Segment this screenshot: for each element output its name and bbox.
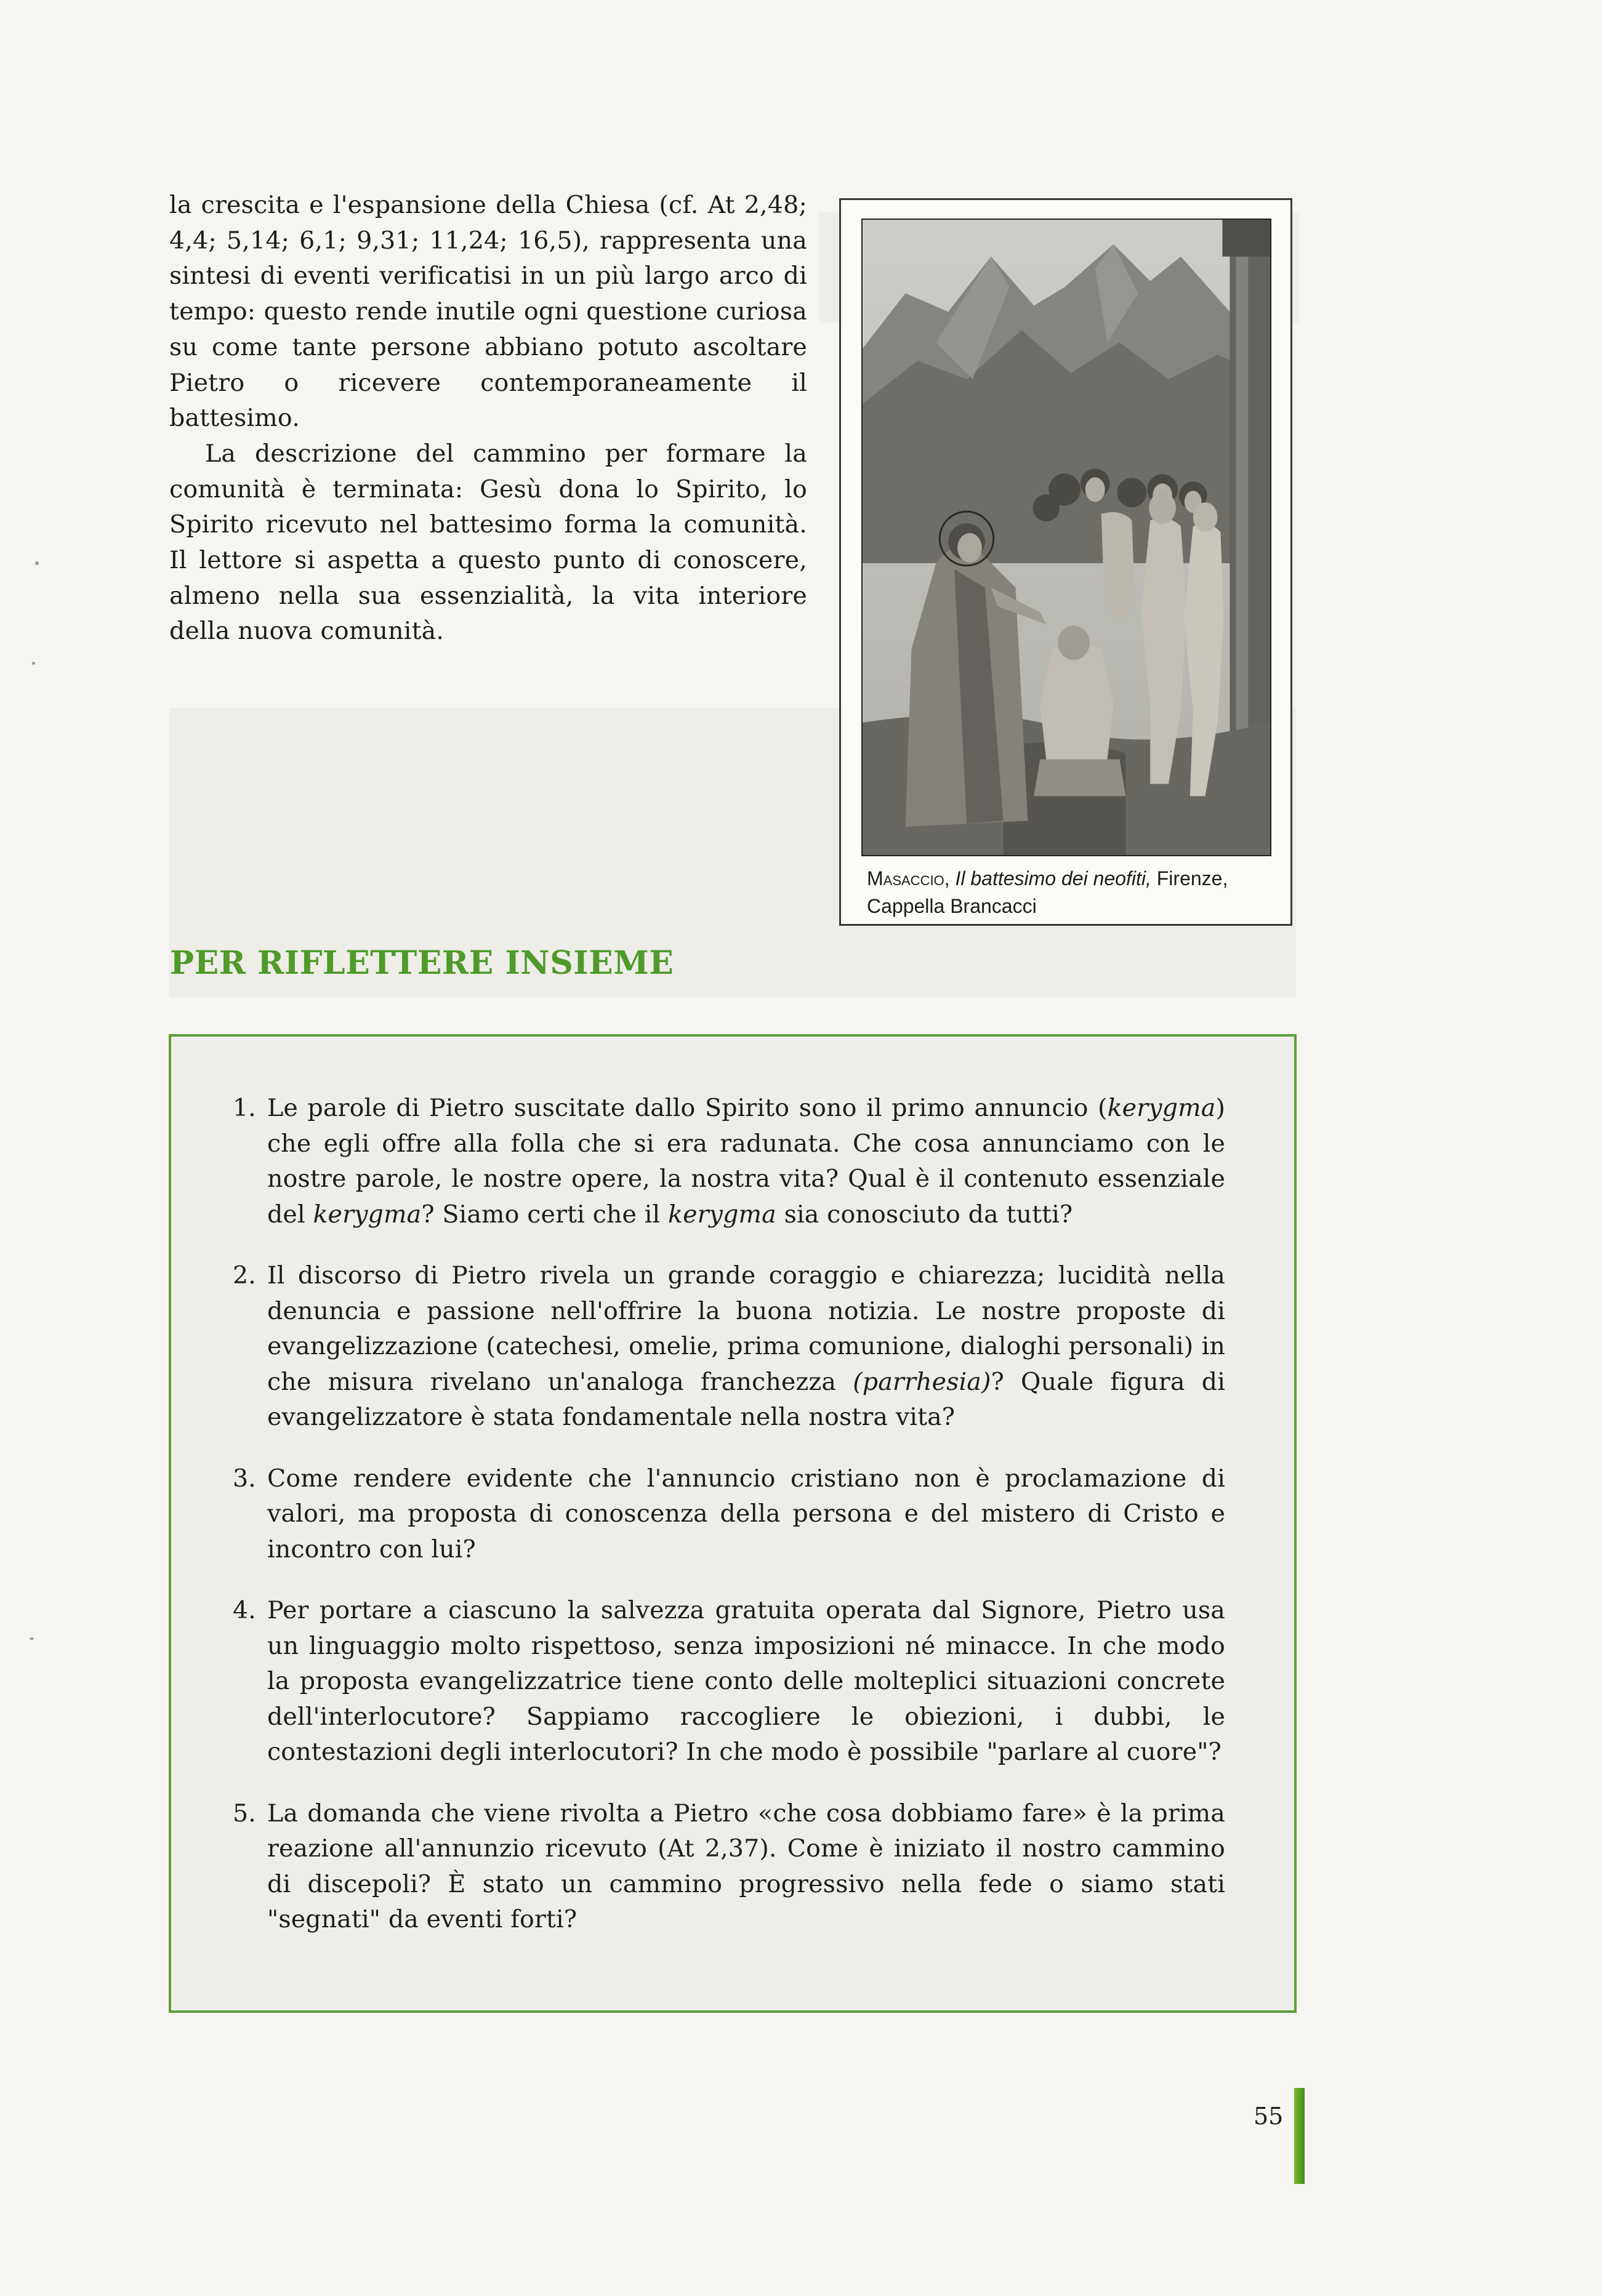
question-item xyxy=(233,1593,1225,1770)
question-item xyxy=(233,1091,1225,1232)
question-number: 3. xyxy=(233,1464,256,1493)
scan-speck xyxy=(30,1637,34,1640)
questions-box xyxy=(169,1034,1297,2013)
scan-speck xyxy=(35,561,39,565)
intro-paragraph-1: la crescita e l'espansione della Chiesa (cf. At 2,48; 4,4; 5,14; 6,1; 9,31; 11,24; 16,5), rappresenta una sintesi di eventi verificatisi in un più largo arco di tempo: questo rende inutile ogni questione curiosa su come tante persone abbiano potuto ascoltare Pietro o ricevere contemporaneamente il battesimo. xyxy=(169,191,807,433)
scan-speck xyxy=(32,662,35,665)
question-number: 5. xyxy=(233,1799,256,1828)
section-title: PER RIFLETTERE INSIEME xyxy=(170,944,674,982)
question-number: 4. xyxy=(233,1596,256,1624)
question-text: Le parole di Pietro suscitate dallo Spirito sono il primo annuncio (kerygma) che egli offre alla folla che si era radunata. Che cosa annunciamo con le nostre parole, le nostre opere, la nostra vita? Qual è il contenuto essenziale del kerygma? Siamo certi che il kerygma sia conosciuto da tutti? xyxy=(267,1094,1225,1229)
caption-location: Firenze, Cappella Brancacci xyxy=(867,867,1228,917)
questions-list xyxy=(233,1091,1225,1964)
question-item xyxy=(233,1796,1225,1938)
caption-title: Il battesimo dei neofiti, xyxy=(955,867,1151,889)
question-number: 1. xyxy=(233,1094,256,1122)
caption-artist: Masaccio, xyxy=(867,867,950,889)
figure-caption xyxy=(867,865,1286,920)
page-number: 55 xyxy=(1254,2103,1284,2130)
question-item xyxy=(233,1461,1225,1568)
question-text: Come rendere evidente che l'annuncio cristiano non è proclamazione di valori, ma proposta di conoscenza della persona e del mistero di Cristo e incontro con lui? xyxy=(267,1464,1225,1563)
painting-illustration xyxy=(863,220,1270,855)
question-text: Per portare a ciascuno la salvezza gratuita operata dal Signore, Pietro usa un linguaggio molto rispettoso, senza imposizioni né minacce. In che modo la proposta evangelizzatrice tiene conto delle molteplici situazioni concrete dell'interlocutore? Sappiamo raccogliere le obiezioni, i dubbi, le contestazioni degli interlocutori? In che modo è possibile "parlare al cuore"? xyxy=(267,1596,1225,1766)
artwork-figure xyxy=(839,198,1292,926)
intro-paragraph-2: La descrizione del cammino per formare la comunità è terminata: Gesù dona lo Spirito, lo Spirito ricevuto nel battesimo forma la comunità. Il lettore si aspetta a questo punto di conoscere, almeno nella sua essenzialità, la vita interiore della nuova comunità. xyxy=(169,439,807,646)
masaccio-painting-image xyxy=(861,219,1271,856)
question-text: Il discorso di Pietro rivela un grande coraggio e chiarezza; lucidità nella denuncia e passione nell'offrire la buona notizia. Le nostre proposte di evangelizzazione (catechesi, omelie, prima comunione, dialoghi personali) in che misura rivelano un'analoga franchezza (parrhesia)? Quale figura di evangelizzatore è stata fondamentale nella nostra vita? xyxy=(267,1261,1226,1431)
page-edge-strip xyxy=(1294,2088,1305,2184)
question-number: 2. xyxy=(233,1261,256,1290)
question-text: La domanda che viene rivolta a Pietro «che cosa dobbiamo fare» è la prima reazione all'annunzio ricevuto (At 2,37). Come è iniziato il nostro cammino di discepoli? È stato un cammino progressivo nella fede o siamo stati "segnati" da eventi forti? xyxy=(267,1799,1225,1933)
question-item xyxy=(233,1258,1225,1435)
intro-text xyxy=(169,188,807,649)
